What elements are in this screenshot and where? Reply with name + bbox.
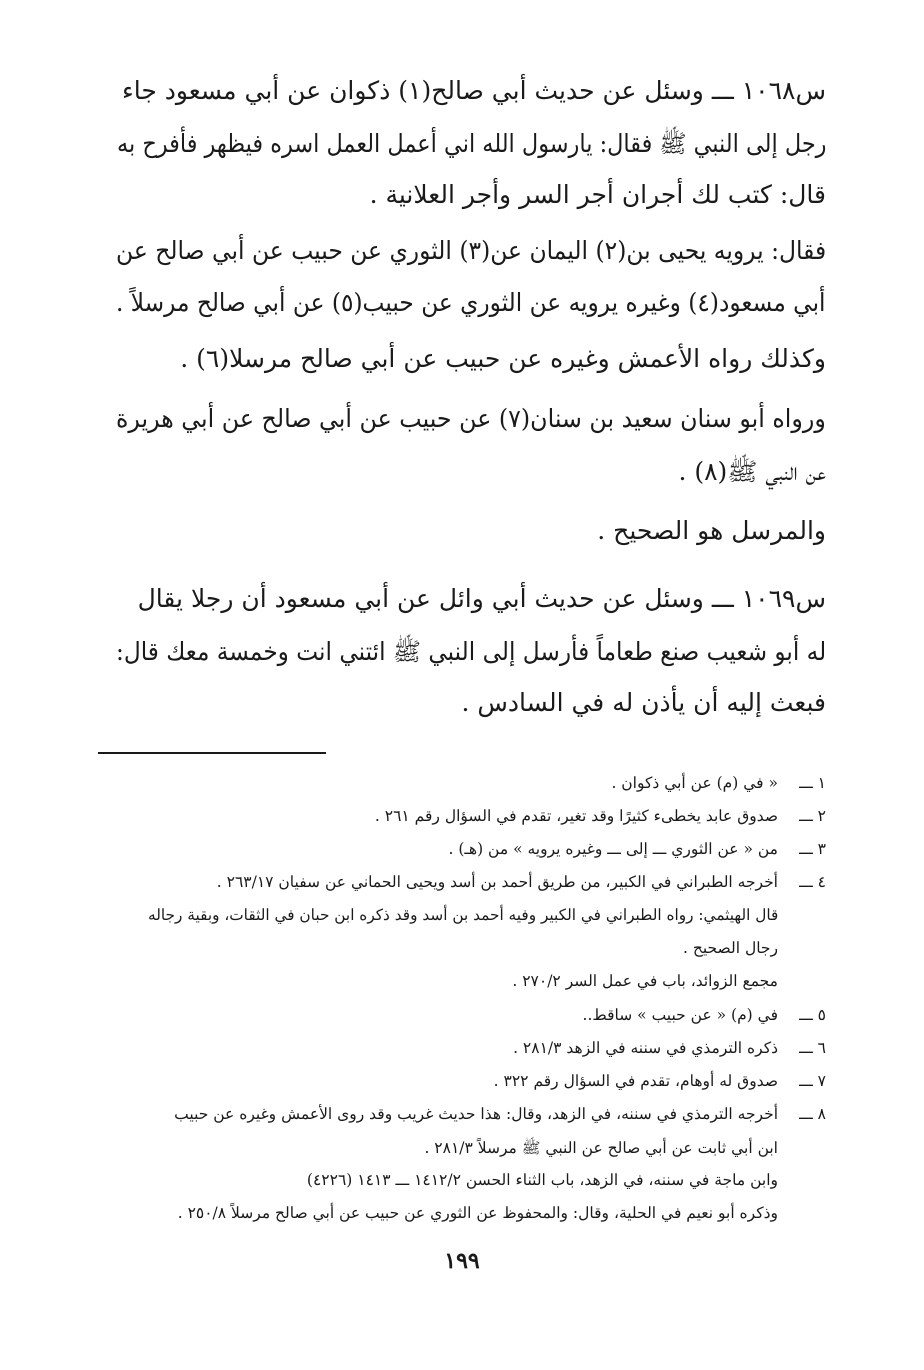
paragraph-narrators-line-1: فقال: يرويه يحيى بن(٢) اليمان عن(٣) الثوري عن حبيب عن أبي صالح عن [115,236,826,265]
footnote-text: ذكره الترمذي في سننه في الزهد ٢٨١/٣ . [513,1039,778,1057]
footnote-number: ٥ ـــ [799,1006,826,1024]
footnote-number: ٣ ـــ [799,840,826,858]
footnote-text: أخرجه الترمذي في سننه، في الزهد، وقال: هذا حديث غريب وقد روى الأعمش وغيره عن حبيب [174,1105,778,1123]
footnote-text: « في (م) عن أبي ذكوان . [611,774,778,792]
footnote-text: من « عن الثوري ـــ إلى ـــ وغيره يرويه » من (هـ) . [448,840,778,858]
question-1068-line-3: قال: كتب لك أجران أجر السر وأجر العلانية . [369,180,826,209]
footnote-separator [98,752,326,754]
question-1069-line-3: فبعث إليه أن يأذن له في السادس . [461,688,826,717]
question-1068-line-1: س١٠٦٨ ـــ وسئل عن حديث أبي صالح(١) ذكوان عن أبي مسعود جاء [121,76,826,105]
footnote-number: ٤ ـــ [799,873,826,891]
page-number: ١٩٩ [444,1248,480,1274]
paragraph-abu-sinan-line-2: عن النبي ﷺ(٨) . [678,457,826,486]
paragraph-abu-sinan-line-1: ورواه أبو سنان سعيد بن سنان(٧) عن حبيب عن أبي صالح عن أبي هريرة [116,404,826,433]
footnote-number: ٢ ـــ [799,807,826,825]
footnote-number: ٨ ـــ [799,1105,826,1123]
footnote-continuation: قال الهيثمي: رواه الطبراني في الكبير وفيه أحمد بن أسد وقد ذكره ابن حبان في الثقات، وبقية رجاله [147,906,778,924]
footnote-text: صدوق له أوهام، تقدم في السؤال رقم ٣٢٢ . [493,1072,778,1090]
paragraph-amash-line: وكذلك رواه الأعمش وغيره عن حبيب عن أبي صالح مرسلا(٦) . [180,344,826,373]
footnote-continuation: ابن أبي ثابت عن أبي صالح عن النبي ﷺ مرسلاً ٢٨١/٣ . [424,1139,778,1157]
footnote-text: صدوق عابد يخطىء كثيرًا وقد تغير، تقدم في السؤال رقم ٢٦١ . [374,807,778,825]
footnote-continuation: رجال الصحيح . [683,939,778,957]
paragraph-conclusion-line: والمرسل هو الصحيح . [597,516,826,545]
footnote-continuation: مجمع الزوائد، باب في عمل السر ٢٧٠/٢ . [512,972,778,990]
question-1069-line-1: س١٠٦٩ ـــ وسئل عن حديث أبي وائل عن أبي مسعود أن رجلا يقال [137,584,826,613]
footnote-continuation: وابن ماجة في سننه، في الزهد، باب الثناء الحسن ١٤١٢/٢ ـــ ١٤١٣ (٤٢٢٦) [306,1171,778,1189]
footnote-text: في (م) « عن حبيب » ساقط.. [582,1006,778,1024]
footnote-number: ١ ـــ [799,774,826,792]
footnote-continuation: وذكره أبو نعيم في الحلية، وقال: والمحفوظ عن الثوري عن حبيب عن أبي صالح مرسلاً ٢٥٠/٨ . [177,1204,778,1222]
footnote-number: ٧ ـــ [799,1072,826,1090]
question-1069-line-2: له أبو شعيب صنع طعاماً فأرسل إلى النبي ﷺ ائتني انت وخمسة معك قال: [115,637,826,666]
paragraph-narrators-line-2: أبي مسعود(٤) وغيره يرويه عن الثوري عن حبيب(٥) عن أبي صالح مرسلاً . [116,288,826,317]
question-1068-line-2: رجل إلى النبي ﷺ فقال: يارسول الله اني أعمل العمل اسره فيظهر فأفرح به [116,129,826,158]
footnote-text: أخرجه الطبراني في الكبير، من طريق أحمد بن أسد ويحيى الحماني عن سفيان ٢٦٣/١٧ . [216,873,778,891]
footnote-number: ٦ ـــ [799,1039,826,1057]
